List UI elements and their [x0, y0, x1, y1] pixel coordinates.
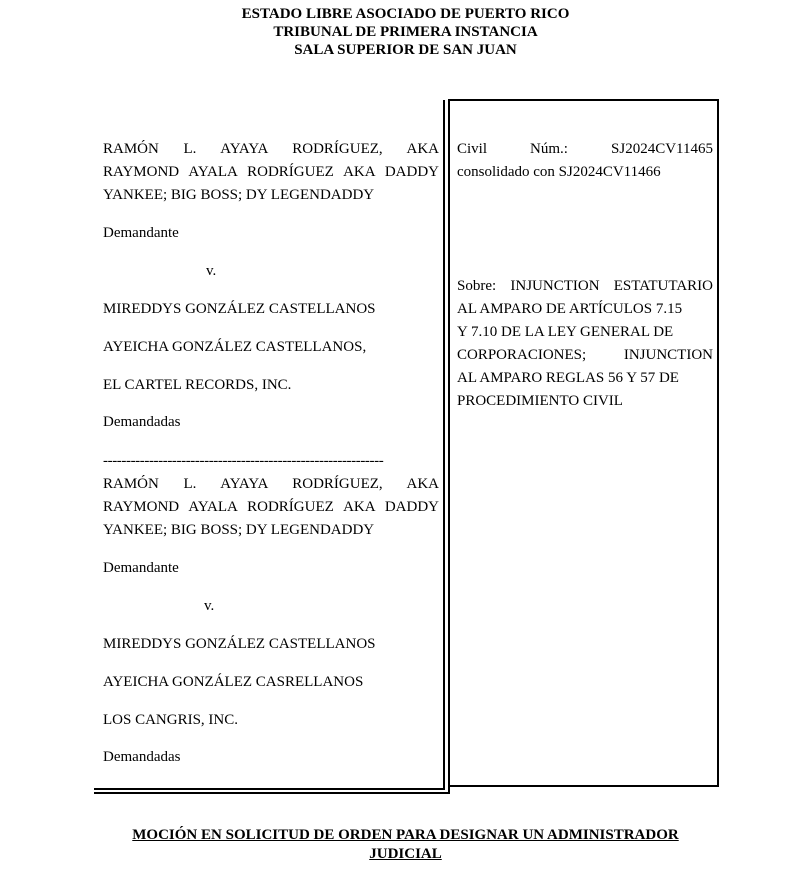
- header-line-3: SALA SUPERIOR DE SAN JUAN: [294, 42, 517, 58]
- case-box-bottom-border: [450, 785, 719, 787]
- motion-title-line-2: JUDICIAL: [369, 846, 442, 862]
- caption1-defendant-1: MIREDDYS GONZÁLEZ CASTELLANOS: [103, 301, 376, 317]
- motion-title-line-1: MOCIÓN EN SOLICITUD DE ORDEN PARA DESIGNAR UN ADMINISTRADOR: [132, 827, 679, 843]
- caption-separator: -------------------------------------------------------------: [103, 453, 384, 469]
- sobre-line1: Sobre: INJUNCTION ESTATUTARIO: [457, 278, 713, 294]
- header-line-1: ESTADO LIBRE ASOCIADO DE PUERTO RICO: [241, 6, 570, 22]
- civil-number-line2: consolidado con SJ2024CV11466: [457, 164, 661, 180]
- sobre-line4: CORPORACIONES; INJUNCTION: [457, 347, 713, 363]
- motion-title: [0, 826, 811, 864]
- caption-divider-outer: [443, 100, 445, 790]
- case-box-top-border: [448, 99, 719, 101]
- caption2-plaintiff-line3: YANKEE; BIG BOSS; DY LEGENDADDY: [103, 522, 375, 538]
- civil-number-line1: Civil Núm.: SJ2024CV11465: [457, 141, 713, 157]
- civil-number: [457, 138, 713, 184]
- caption1-defendant-role: Demandadas: [103, 414, 181, 430]
- caption1-plaintiff: [103, 138, 439, 207]
- caption-bottom-rule-lower: [94, 792, 450, 794]
- caption1-plaintiff-role: Demandante: [103, 225, 179, 241]
- caption1-plaintiff-line2: RAYMOND AYALA RODRÍGUEZ AKA DADDY: [103, 164, 439, 180]
- caption-bottom-rule-upper: [94, 788, 445, 790]
- caption2-plaintiff: [103, 473, 439, 542]
- caption1-versus: v.: [206, 263, 217, 279]
- caption2-plaintiff-role: Demandante: [103, 560, 179, 576]
- sobre-block: [457, 275, 713, 413]
- case-box-right-border: [717, 99, 719, 787]
- caption2-versus: v.: [204, 598, 215, 614]
- caption2-plaintiff-line1: RAMÓN L. AYAYA RODRÍGUEZ, AKA: [103, 476, 439, 492]
- caption2-plaintiff-line2: RAYMOND AYALA RODRÍGUEZ AKA DADDY: [103, 499, 439, 515]
- caption1-defendant-2: AYEICHA GONZÁLEZ CASTELLANOS,: [103, 339, 367, 355]
- sobre-line3: Y 7.10 DE LA LEY GENERAL DE: [457, 324, 674, 340]
- court-header: [0, 5, 811, 59]
- sobre-line5: AL AMPARO REGLAS 56 Y 57 DE: [457, 370, 679, 386]
- caption2-defendant-role: Demandadas: [103, 749, 181, 765]
- caption1-plaintiff-line3: YANKEE; BIG BOSS; DY LEGENDADDY: [103, 187, 375, 203]
- sobre-line2: AL AMPARO DE ARTÍCULOS 7.15: [457, 301, 683, 317]
- caption2-defendant-1: MIREDDYS GONZÁLEZ CASTELLANOS: [103, 636, 376, 652]
- caption1-plaintiff-line1: RAMÓN L. AYAYA RODRÍGUEZ, AKA: [103, 141, 439, 157]
- caption-divider-inner: [448, 100, 450, 794]
- caption2-defendant-3: LOS CANGRIS, INC.: [103, 712, 239, 728]
- header-line-2: TRIBUNAL DE PRIMERA INSTANCIA: [273, 24, 538, 40]
- caption2-defendant-2: AYEICHA GONZÁLEZ CASRELLANOS: [103, 674, 364, 690]
- sobre-line6: PROCEDIMIENTO CIVIL: [457, 393, 623, 409]
- caption1-defendant-3: EL CARTEL RECORDS, INC.: [103, 377, 292, 393]
